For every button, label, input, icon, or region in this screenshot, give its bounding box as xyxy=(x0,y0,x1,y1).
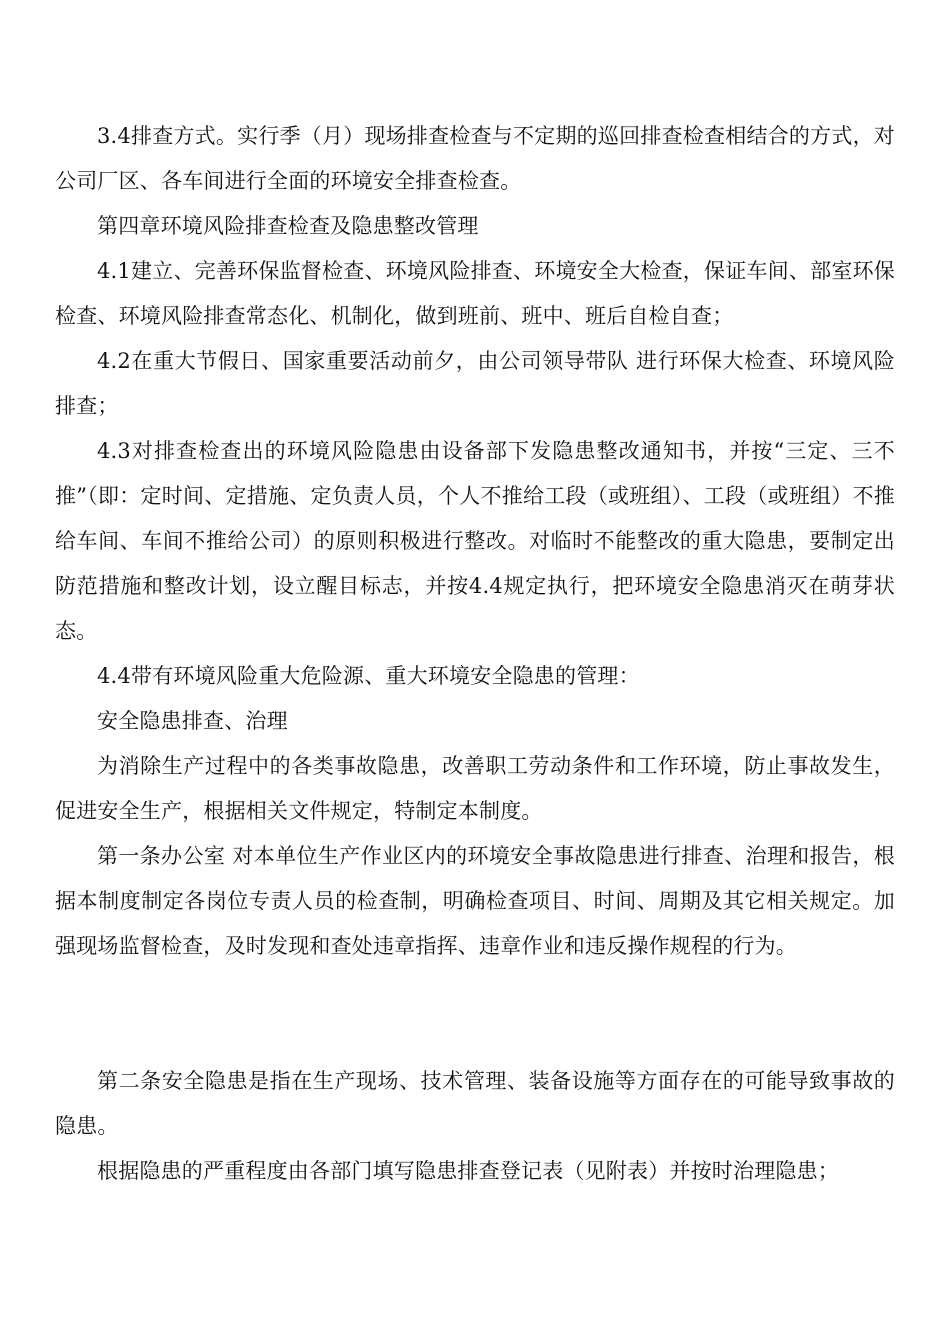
paragraph-4-3: 4.3对排查检查出的环境风险隐患由设备部下发隐患整改通知书，并按“三定、三不推”（即：定时间、定措施、定负责人员，个人不推给工段（或班组）、工段（或班组）不推给车间、车间不推给公司）的原则积极进行整改。对临时不能整改的重大隐患，要制定出防范措施和整改计划，设立醒目标志，并按4.4规定执行，把环境安全隐患消灭在萌芽状态。 xyxy=(55,439,895,643)
document-body xyxy=(55,114,895,1194)
paragraph-article-1: 第一条办公室 对本单位生产作业区内的环境安全事故隐患进行排查、治理和报告，根据本制度制定各岗位专责人员的检查制，明确检查项目、时间、周期及其它相关规定。加强现场监督检查，及时发现和查处违章指挥、违章作业和违反操作规程的行为。 xyxy=(55,844,895,958)
paragraph-4-1: 4.1建立、完善环保监督检查、环境风险排查、环境安全大检查，保证车间、部室环保检查、环境风险排查常态化、机制化，做到班前、班中、班后自检自查； xyxy=(55,259,895,328)
paragraph-4-4: 4.4带有环境风险重大危险源、重大环境安全隐患的管理： xyxy=(97,664,640,688)
chapter-4-heading: 第四章环境风险排查检查及隐患整改管理 xyxy=(97,214,479,238)
paragraph-purpose: 为消除生产过程中的各类事故隐患，改善职工劳动条件和工作环境，防止事故发生，促进安全生产，根据相关文件规定，特制定本制度。 xyxy=(55,754,895,823)
section-heading-hazard-investigation: 安全隐患排查、治理 xyxy=(97,709,288,733)
paragraph-3-4-inspection-method: 3.4排查方式。实行季（月）现场排查检查与不定期的巡回排查检查相结合的方式，对公司厂区、各车间进行全面的环境安全排查检查。 xyxy=(55,124,895,193)
paragraph-article-2: 第二条安全隐患是指在生产现场、技术管理、装备设施等方面存在的可能导致事故的隐患。 xyxy=(55,1069,895,1138)
paragraph-severity-registration: 根据隐患的严重程度由各部门填写隐患排查登记表（见附表）并按时治理隐患； xyxy=(97,1159,839,1183)
paragraph-4-2: 4.2在重大节假日、国家重要活动前夕，由公司领导带队 进行环保大检查、环境风险排查； xyxy=(55,349,895,418)
blank-space xyxy=(55,969,895,1059)
